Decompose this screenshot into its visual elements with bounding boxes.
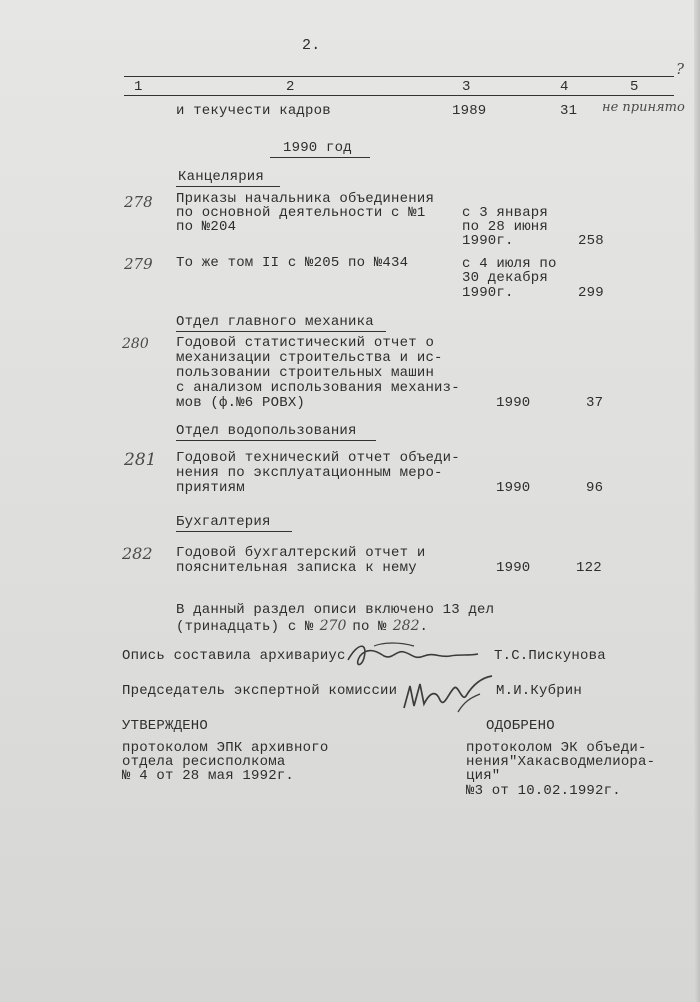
item-281-line-2: нения по эксплуатационным меро-	[176, 465, 443, 481]
item-278-dates-2: по 28 июня	[462, 219, 549, 235]
summary-text-b: по №	[352, 619, 387, 635]
approved-line-2: отдела реcисполкома	[122, 754, 286, 770]
item-278-dates-1: с 3 января	[462, 205, 549, 221]
continued-row-dates: 1989	[452, 103, 487, 119]
item-280-line-4: с анализом использования механиз-	[176, 380, 460, 396]
section-heading-mechanic-underline	[176, 331, 386, 332]
item-278-dates-3: 1990г.	[462, 233, 514, 249]
item-number-281: 281	[124, 450, 157, 470]
item-282-pages: 122	[576, 560, 602, 576]
summary-from-number: 270	[319, 618, 347, 634]
corner-mark: ?	[676, 60, 685, 78]
compiled-by-name: Т.С.Пискунова	[494, 648, 606, 664]
item-281-line-1: Годовой технический отчет объеди-	[176, 450, 460, 466]
summary-line-1: В данный раздел описи включено 13 дел	[176, 602, 495, 618]
summary-text-a: (тринадцать) с №	[176, 619, 314, 635]
item-282-dates: 1990	[496, 560, 531, 576]
table-header-rule-top	[124, 76, 674, 77]
item-281-dates: 1990	[496, 480, 531, 496]
item-280-line-2: механизации строительства и ис-	[176, 350, 443, 366]
item-279-line-1: То же том II с №205 по №434	[176, 255, 409, 271]
item-281-line-3: приятиям	[176, 480, 245, 496]
item-280-line-3: пользовании строительных машин	[176, 365, 435, 381]
item-279-pages: 299	[578, 285, 604, 301]
item-280-dates: 1990	[496, 395, 531, 411]
item-278-pages: 258	[578, 233, 604, 249]
continued-row-pages: 31	[560, 103, 578, 119]
section-heading-water-underline	[176, 440, 376, 441]
item-279-dates-2: 30 декабря	[462, 270, 549, 286]
summary-text-c: .	[419, 619, 429, 635]
item-281-pages: 96	[586, 480, 604, 496]
compiled-by-label: Опись составила архивариус	[122, 648, 346, 664]
endorsed-line-2: нения"Хакасводмелиора-	[466, 754, 656, 770]
chairman-label: Председатель экспертной комиссии	[122, 683, 398, 699]
approved-line-1: протоколом ЭПК архивного	[122, 740, 329, 756]
approved-line-3: № 4 от 28 мая 1992г.	[122, 768, 295, 784]
item-number-279: 279	[124, 255, 153, 273]
approved-heading: УТВЕРЖДЕНО	[122, 718, 209, 734]
item-279-dates-3: 1990г.	[462, 285, 514, 301]
column-header-3: 3	[462, 79, 471, 95]
item-278-line-2: по основной деятельности с №1	[176, 205, 426, 221]
chairman-signature	[400, 672, 510, 718]
summary-to-number: 282	[392, 618, 420, 634]
item-282-line-2: пояснительная записка к нему	[176, 560, 417, 576]
item-278-line-1: Приказы начальника объединения	[176, 191, 435, 207]
endorsed-line-1: протоколом ЭК объеди-	[466, 740, 647, 756]
item-number-280: 280	[122, 336, 149, 352]
continued-row-title: и текучести кадров	[176, 103, 331, 119]
endorsed-heading: ОДОБРЕНО	[486, 718, 555, 734]
continued-row-note: не принято	[602, 100, 685, 115]
item-280-line-5: мов (ф.№6 РОВХ)	[176, 395, 306, 411]
item-number-278: 278	[124, 193, 153, 211]
section-heading-mechanic: Отдел главного механика	[176, 314, 374, 330]
summary-line-2	[176, 617, 428, 635]
section-heading-office-underline	[176, 186, 280, 187]
page-number: 2.	[302, 37, 321, 54]
column-header-1: 1	[134, 79, 143, 95]
chairman-name: М.И.Кубрин	[496, 683, 583, 699]
endorsed-line-3: ция"	[466, 768, 501, 784]
page-edge-shadow	[694, 0, 700, 1002]
section-heading-water: Отдел водопользования	[176, 423, 357, 439]
item-282-line-1: Годовой бухгалтерский отчет и	[176, 545, 426, 561]
table-header-rule-bottom	[124, 95, 674, 96]
item-279-dates-1: с 4 июля по	[462, 256, 557, 272]
item-278-line-3: по №204	[176, 219, 237, 235]
section-heading-office: Канцелярия	[178, 169, 265, 185]
year-heading-underline	[270, 157, 370, 158]
column-header-4: 4	[560, 79, 569, 95]
endorsed-line-4: №3 от 10.02.1992г.	[466, 783, 621, 799]
item-280-pages: 37	[586, 395, 604, 411]
column-header-5: 5	[630, 79, 639, 95]
item-280-line-1: Годовой статистический отчет о	[176, 335, 435, 351]
year-heading: 1990 год	[283, 140, 352, 156]
column-header-2: 2	[286, 79, 295, 95]
section-heading-accounting-underline	[176, 531, 292, 532]
archivist-signature	[344, 638, 484, 672]
section-heading-accounting: Бухгалтерия	[176, 514, 271, 530]
item-number-282: 282	[122, 544, 153, 563]
